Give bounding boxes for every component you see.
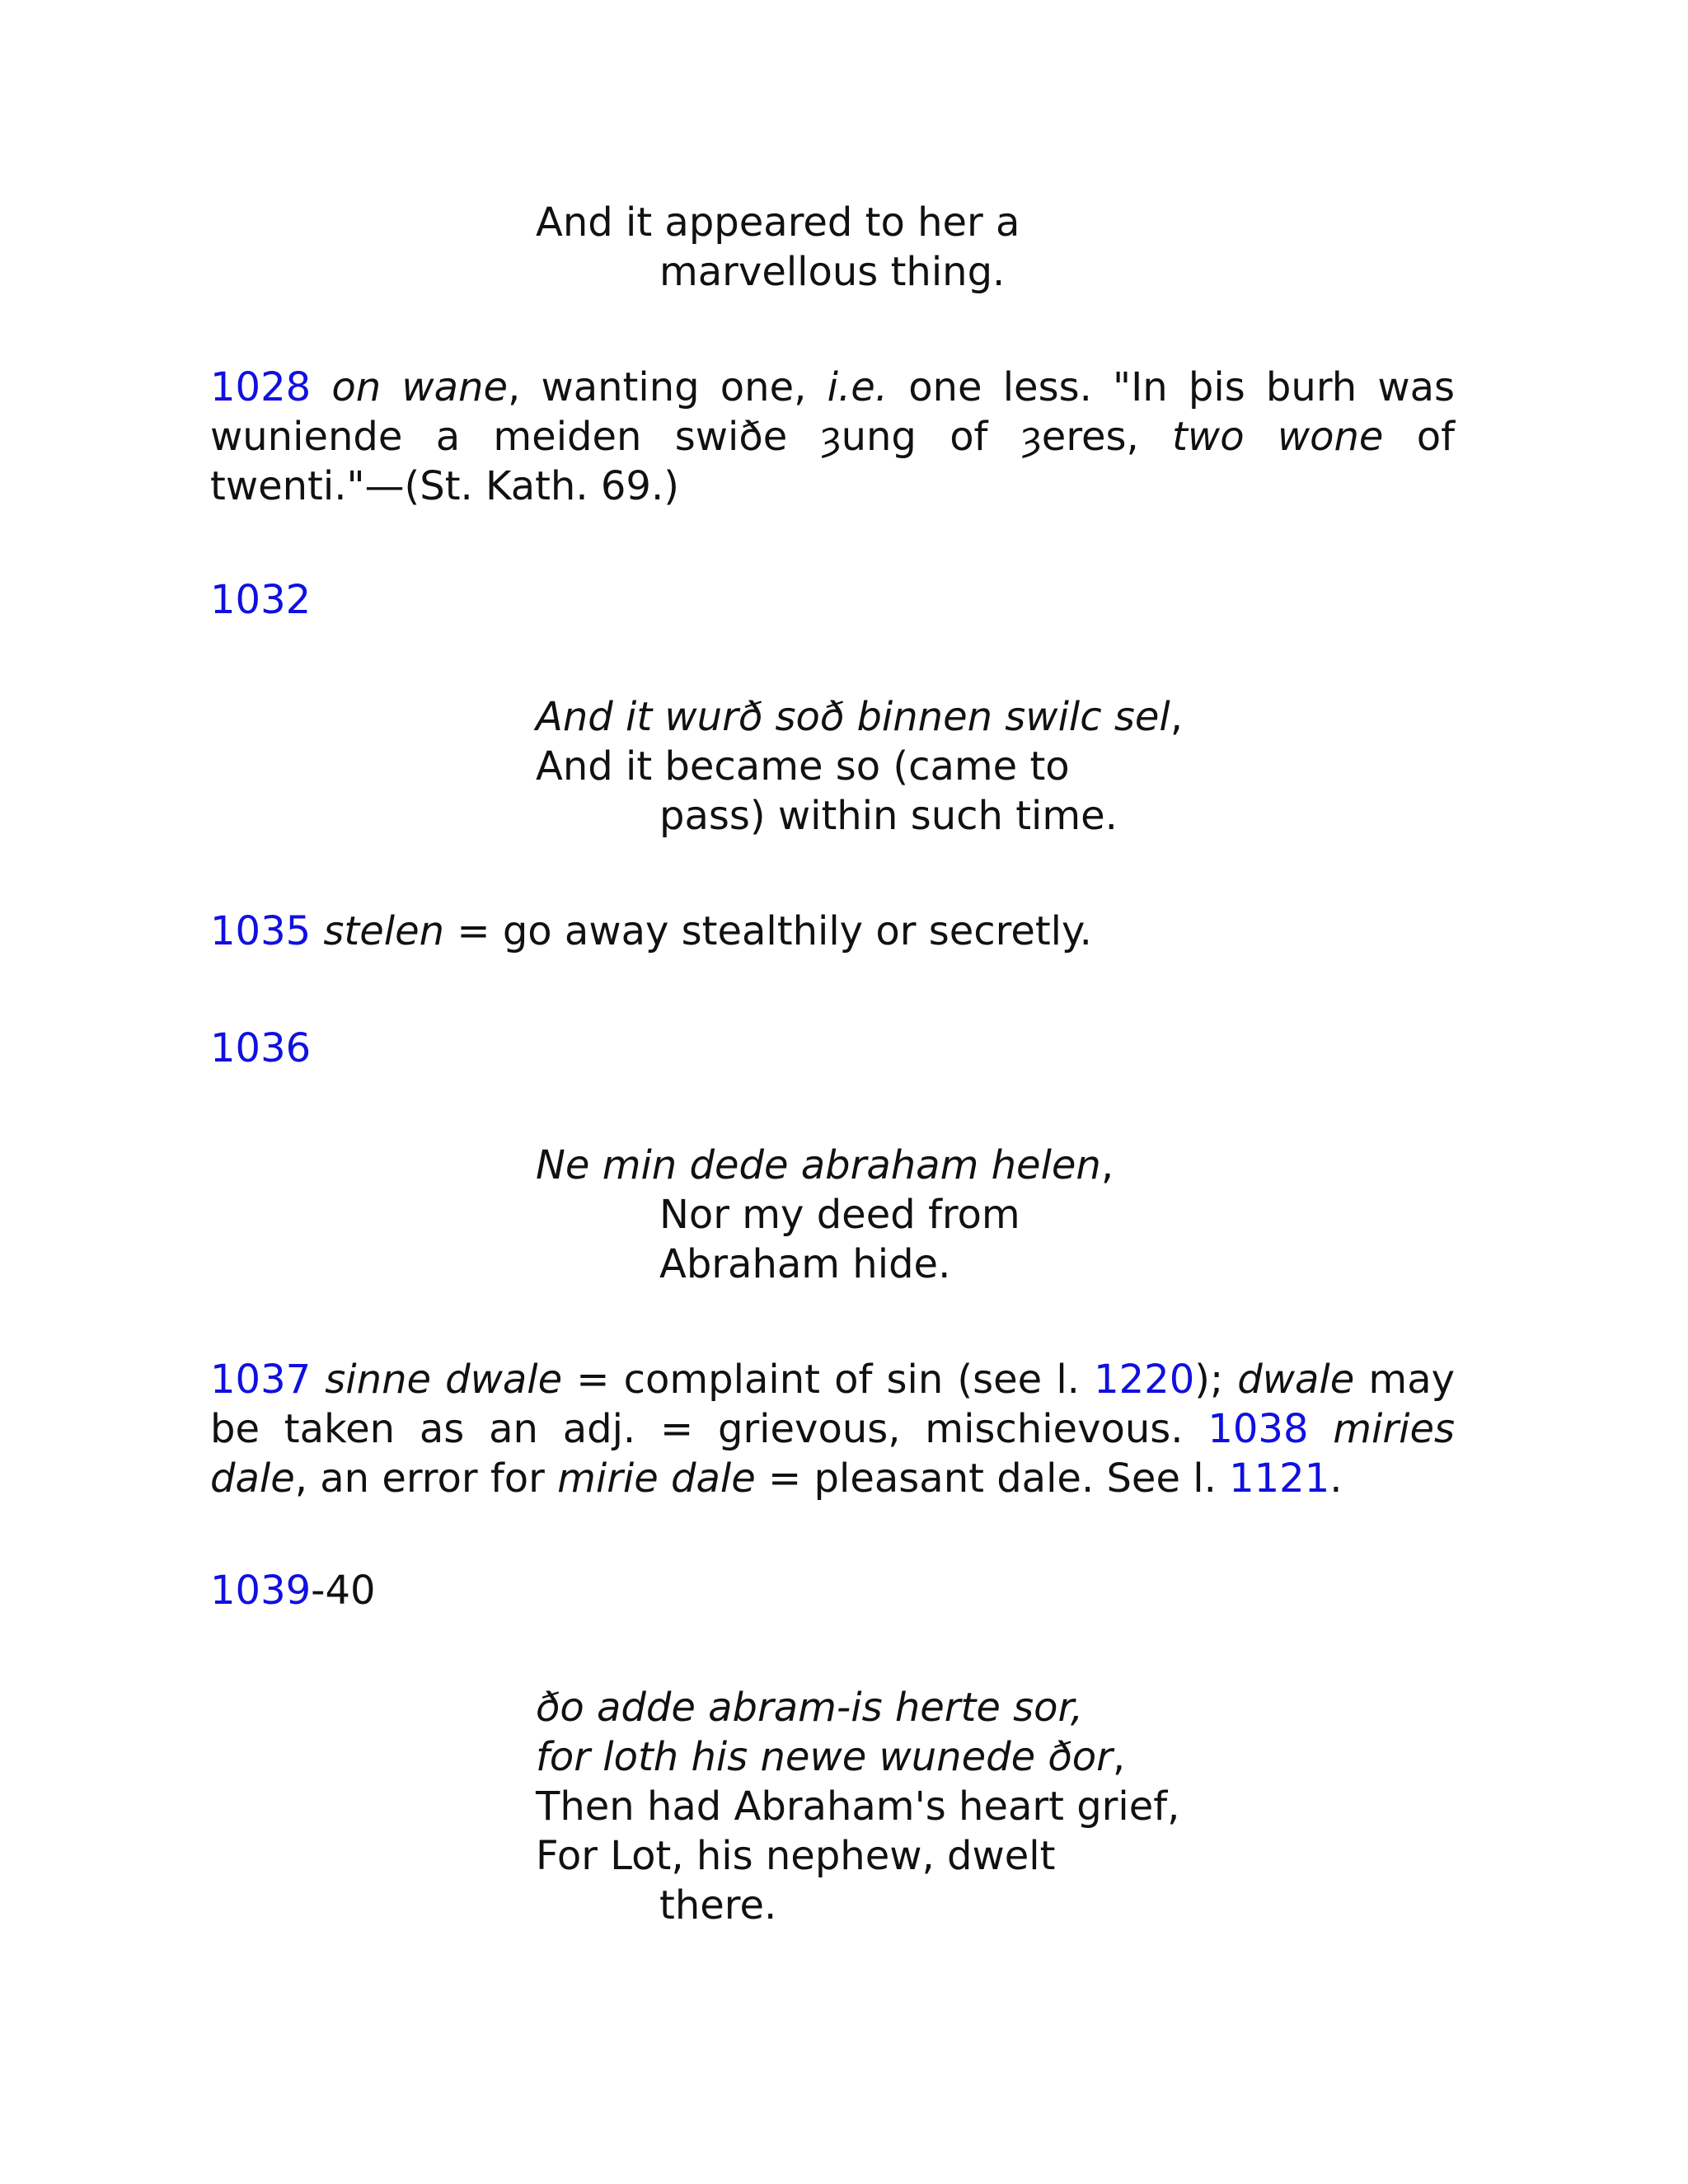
- verse-line-original: [536, 1732, 1179, 1782]
- note-term: stelen: [323, 908, 445, 954]
- note-1028: [210, 363, 1455, 511]
- line-link-1036[interactable]: 1036: [210, 1025, 312, 1071]
- note-1035: [210, 907, 1092, 956]
- note-abbrev: i.e.: [827, 364, 888, 410]
- verse-line-translation: Nor my deed from: [659, 1192, 1020, 1238]
- note-term: on wane: [331, 364, 508, 410]
- verse-line-translation: pass) within such time.: [659, 793, 1118, 839]
- note-term: two wone: [1172, 414, 1384, 460]
- verse-punct: ,: [1112, 1734, 1126, 1780]
- line-range-suffix: -40: [311, 1568, 376, 1614]
- verse-line: marvellous thing.: [659, 249, 1006, 295]
- verse-line-translation: there.: [659, 1882, 777, 1929]
- note-text: .: [1329, 1455, 1343, 1502]
- verse-original-text: Ne min dede abraham helen: [536, 1142, 1101, 1188]
- line-link-1039[interactable]: 1039: [210, 1568, 312, 1614]
- verse-line-original: ðo adde abram-is herte sor,: [536, 1685, 1084, 1731]
- note-1039-heading: [210, 1566, 376, 1615]
- verse-1036: [536, 1141, 1114, 1289]
- note-text: = go away stealthily or secretly.: [444, 908, 1092, 954]
- note-text: of twenti."—(St. Kath. 69.): [210, 414, 1456, 509]
- line-ref-1220[interactable]: 1220: [1094, 1357, 1195, 1403]
- note-term: sinne dwale: [325, 1357, 563, 1403]
- line-link-1032[interactable]: 1032: [210, 577, 312, 623]
- verse-1039: [536, 1683, 1179, 1930]
- line-link-1035[interactable]: 1035: [210, 908, 312, 954]
- verse-line-translation: And it became so (came to: [536, 743, 1070, 790]
- line-link-1037[interactable]: 1037: [210, 1357, 312, 1403]
- verse-top: [536, 198, 1020, 297]
- note-text: one less. "In þis burh was wuniende a meiden swiðe ȝung of ȝeres,: [210, 364, 1456, 460]
- line-link-1028[interactable]: 1028: [210, 364, 312, 410]
- verse-1032: [536, 692, 1183, 841]
- verse-original-text: And it wurð soð binnen swilc sel: [536, 694, 1170, 740]
- note-text: may be taken as an adj. = grievous, mischievous.: [210, 1357, 1456, 1452]
- note-1032-heading: [210, 575, 311, 625]
- note-term: miries dale: [210, 1406, 1455, 1502]
- verse-punct: ,: [1100, 1142, 1114, 1188]
- note-text: , wanting one,: [508, 364, 828, 410]
- verse-line-translation: For Lot, his nephew, dwelt: [536, 1833, 1056, 1879]
- verse-line-original: [536, 1141, 1114, 1190]
- note-term: dwale: [1237, 1357, 1355, 1403]
- note-text: = complaint of sin (see l.: [562, 1357, 1095, 1403]
- note-1036-heading: [210, 1024, 311, 1073]
- note-text: , an error for: [294, 1455, 558, 1502]
- note-1037: [210, 1355, 1455, 1503]
- note-text: );: [1194, 1357, 1238, 1403]
- note-term: mirie dale: [557, 1455, 756, 1502]
- verse-original-text: for loth his newe wunede ðor: [536, 1734, 1113, 1780]
- verse-punct: ,: [1170, 694, 1184, 740]
- note-text: = pleasant dale. See l.: [755, 1455, 1230, 1502]
- line-ref-1121[interactable]: 1121: [1229, 1455, 1330, 1502]
- verse-line: And it appeared to her a: [536, 199, 1020, 246]
- verse-line-translation: Abraham hide.: [659, 1241, 951, 1287]
- line-link-1038[interactable]: 1038: [1207, 1406, 1309, 1452]
- verse-line-translation: Then had Abraham's heart grief,: [536, 1783, 1180, 1830]
- verse-line-original: [536, 692, 1183, 742]
